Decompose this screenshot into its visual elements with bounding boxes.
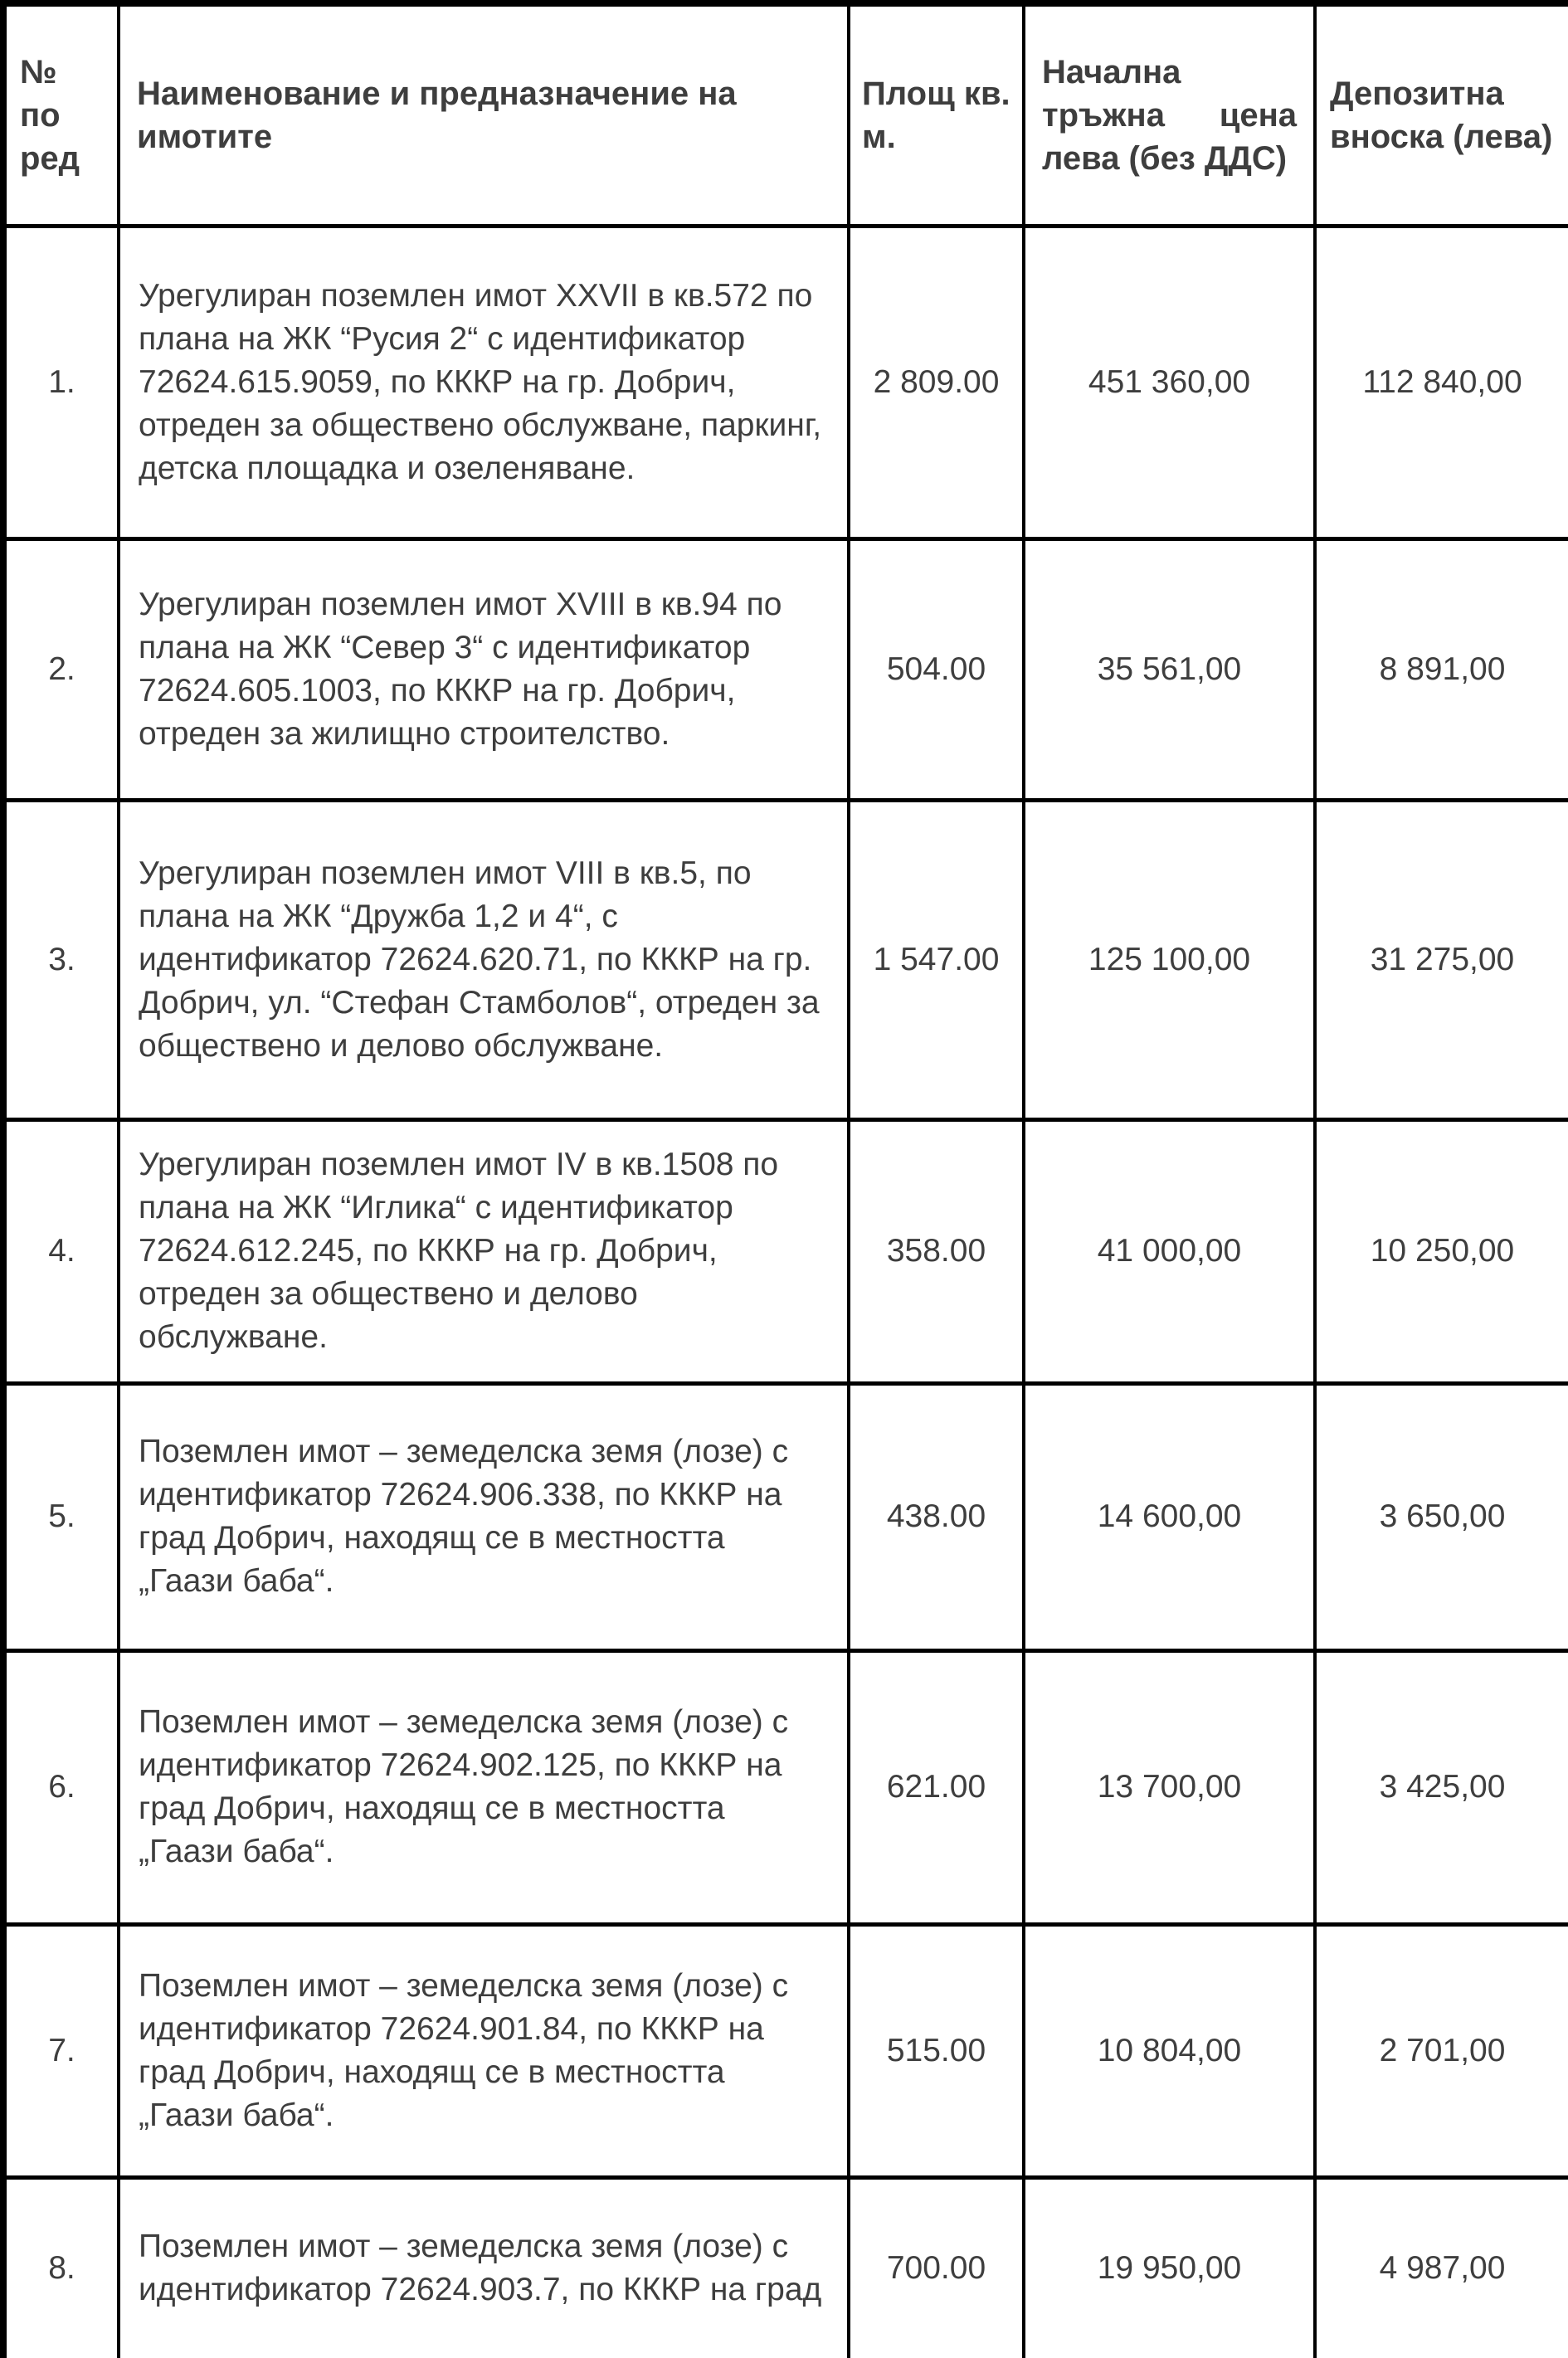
row-number-cell: 5.	[3, 1383, 119, 1650]
table-row	[3, 2177, 1568, 2358]
row-number-cell: 2.	[3, 538, 119, 800]
property-description-cell: Поземлен имот – земеделска земя (лозе) с идентификатор 72624.906.338, по КККР на град Добрич, находящ се в местността „Гаази баба“.	[119, 1383, 849, 1650]
property-description-cell: Урегулиран поземлен имот IV в кв.1508 по плана на ЖК “Иглика“ с идентификатор 72624.612.245, по КККР на гр. Добрич, отреден за обществено и делово обслужване.	[119, 1119, 849, 1383]
col-header-row-number: № по ред	[3, 3, 119, 226]
property-description-cell: Урегулиран поземлен имот VIII в кв.5, по плана на ЖК “Дружба 1,2 и 4“, с идентификатор 72624.620.71, по КККР на гр. Добрич, ул. “Стефан Стамболов“, отреден за обществено и делово обслужване.	[119, 800, 849, 1119]
table-row	[3, 226, 1568, 538]
col-header-starting-price: Начална тръжна цена лева (без ДДС)	[1024, 3, 1315, 226]
price-cell: 35 561,00	[1024, 538, 1315, 800]
price-cell: 19 950,00	[1024, 2177, 1315, 2358]
area-cell: 621.00	[849, 1650, 1024, 1924]
table-body	[3, 226, 1568, 2358]
area-cell: 358.00	[849, 1119, 1024, 1383]
price-cell: 10 804,00	[1024, 1924, 1315, 2177]
area-cell: 2 809.00	[849, 226, 1024, 538]
row-number-cell: 3.	[3, 800, 119, 1119]
table-row	[3, 1924, 1568, 2177]
row-number-cell: 7.	[3, 1924, 119, 2177]
table-row	[3, 1650, 1568, 1924]
deposit-cell: 10 250,00	[1315, 1119, 1568, 1383]
col-header-property-name-text: Наименование и предназначение на имотите	[137, 75, 737, 155]
deposit-cell: 2 701,00	[1315, 1924, 1568, 2177]
deposit-cell: 3 650,00	[1315, 1383, 1568, 1650]
col-header-area: Площ кв. м.	[849, 3, 1024, 226]
price-cell: 41 000,00	[1024, 1119, 1315, 1383]
row-number-cell: 6.	[3, 1650, 119, 1924]
area-cell: 1 547.00	[849, 800, 1024, 1119]
row-number-cell: 4.	[3, 1119, 119, 1383]
table-row	[3, 800, 1568, 1119]
row-number-cell: 1.	[3, 226, 119, 538]
table-header	[3, 3, 1568, 226]
price-cell: 13 700,00	[1024, 1650, 1315, 1924]
deposit-cell: 4 987,00	[1315, 2177, 1568, 2358]
deposit-cell: 3 425,00	[1315, 1650, 1568, 1924]
property-description-cell: Поземлен имот – земеделска земя (лозе) с идентификатор 72624.903.7, по КККР на град	[119, 2177, 849, 2358]
row-number-cell: 8.	[3, 2177, 119, 2358]
property-description-cell: Поземлен имот – земеделска земя (лозе) с идентификатор 72624.902.125, по КККР на град Добрич, находящ се в местността „Гаази баба“.	[119, 1650, 849, 1924]
table-row	[3, 1119, 1568, 1383]
header-row	[3, 3, 1568, 226]
price-cell: 14 600,00	[1024, 1383, 1315, 1650]
col-header-property-name	[119, 3, 849, 226]
col-header-deposit: Депозитна вноска (лева)	[1315, 3, 1568, 226]
price-cell: 451 360,00	[1024, 226, 1315, 538]
property-description-cell: Поземлен имот – земеделска земя (лозе) с идентификатор 72624.901.84, по КККР на град Добрич, находящ се в местността „Гаази баба“.	[119, 1924, 849, 2177]
deposit-cell: 31 275,00	[1315, 800, 1568, 1119]
area-cell: 700.00	[849, 2177, 1024, 2358]
area-cell: 515.00	[849, 1924, 1024, 2177]
deposit-cell: 8 891,00	[1315, 538, 1568, 800]
property-description-cell: Урегулиран поземлен имот XVIII в кв.94 по плана на ЖК “Север 3“ с идентификатор 72624.605.1003, по КККР на гр. Добрич, отреден за жилищно строителство.	[119, 538, 849, 800]
area-cell: 438.00	[849, 1383, 1024, 1650]
area-cell: 504.00	[849, 538, 1024, 800]
property-description-cell: Урегулиран поземлен имот XXVII в кв.572 по плана на ЖК “Русия 2“ с идентификатор 72624.615.9059, по КККР на гр. Добрич, отреден за обществено обслужване, паркинг, детска площадка и озеленяване.	[119, 226, 849, 538]
table-row	[3, 538, 1568, 800]
table-row	[3, 1383, 1568, 1650]
price-cell: 125 100,00	[1024, 800, 1315, 1119]
deposit-cell: 112 840,00	[1315, 226, 1568, 538]
